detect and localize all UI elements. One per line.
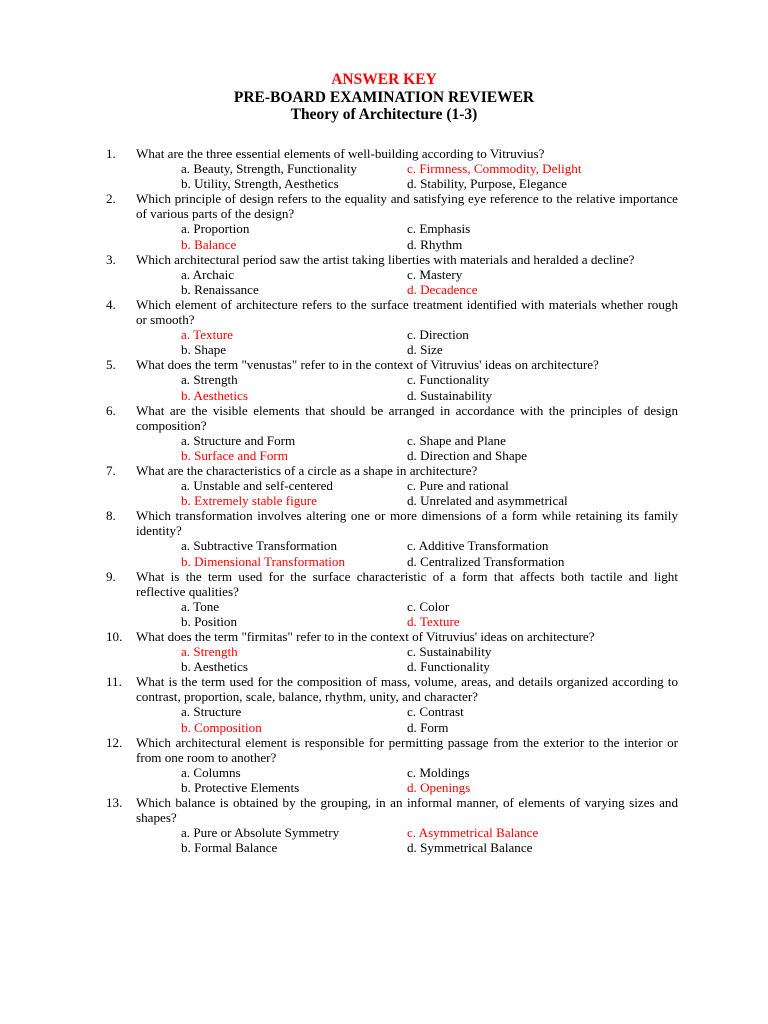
question-text: What are the characteristics of a circle as a shape in architecture? — [136, 462, 478, 478]
correct-answer-option: c. Asymmetrical Balance — [407, 825, 539, 841]
answer-option: b. Protective Elements — [181, 779, 300, 795]
question-item — [0, 403, 768, 433]
answer-option: a. Subtractive Transformation — [181, 538, 338, 554]
question-number: 10. — [106, 629, 123, 644]
correct-answer-option: b. Composition — [181, 719, 262, 735]
option-row — [0, 327, 768, 342]
question-item — [0, 357, 768, 372]
question-text: Which principle of design refers to the equality and satisfying eye reference to the relative importance of various parts of the design? — [136, 191, 678, 222]
answer-option: a. Unstable and self-centered — [181, 478, 333, 494]
correct-answer-option: b. Aesthetics — [181, 387, 248, 403]
correct-answer-option: d. Openings — [407, 779, 471, 795]
question-text: What are the three essential elements of well-building according to Vitruvius? — [136, 146, 545, 161]
document-subtitle: Theory of Architecture (1-3) — [290, 106, 478, 123]
answer-option: c. Color — [407, 598, 450, 614]
answer-option: c. Mastery — [407, 266, 463, 282]
answer-option: a. Columns — [181, 764, 241, 780]
question-number: 4. — [106, 296, 116, 312]
option-row — [0, 237, 768, 252]
answer-option: d. Functionality — [407, 659, 490, 675]
answer-option: c. Shape and Plane — [407, 432, 506, 448]
correct-answer-option: a. Texture — [181, 327, 233, 343]
correct-answer-option: d. Decadence — [407, 281, 478, 297]
option-row — [0, 840, 768, 855]
answer-option: c. Pure and rational — [407, 478, 509, 494]
answer-option: c. Emphasis — [407, 221, 471, 237]
answer-option: d. Sustainability — [407, 387, 493, 403]
question-number: 5. — [106, 357, 116, 373]
question-item — [0, 569, 768, 599]
answer-option: b. Position — [181, 613, 238, 629]
answer-option: c. Additive Transformation — [407, 538, 549, 554]
answer-option: b. Formal Balance — [181, 840, 278, 856]
question-item — [0, 674, 768, 704]
answer-option: d. Direction and Shape — [407, 447, 527, 463]
option-row — [0, 478, 768, 493]
answer-key-heading: ANSWER KEY — [331, 71, 437, 88]
question-number: 2. — [106, 191, 116, 207]
question-item — [0, 146, 768, 161]
answer-option: b. Shape — [181, 342, 227, 358]
answer-option: c. Contrast — [407, 704, 464, 720]
option-row — [0, 372, 768, 387]
correct-answer-option: b. Extremely stable figure — [181, 493, 317, 509]
question-text: What does the term "venustas" refer to in the context of Vitruvius' ideas on architecture? — [136, 357, 599, 373]
option-row — [0, 267, 768, 282]
question-list — [0, 146, 768, 855]
option-row — [0, 538, 768, 553]
option-row — [0, 342, 768, 357]
answer-option: c. Moldings — [407, 764, 470, 780]
option-row — [0, 704, 768, 719]
question-item — [0, 191, 768, 221]
correct-answer-option: d. Texture — [407, 613, 460, 629]
correct-answer-option: a. Strength — [181, 644, 238, 660]
correct-answer-option: b. Balance — [181, 236, 237, 252]
question-text: Which element of architecture refers to the surface treatment identified with materials whether rough or smooth? — [136, 296, 678, 328]
question-text: What is the term used for the surface characteristic of a form that affects both tactile and light reflective qualities? — [136, 568, 678, 599]
option-row — [0, 720, 768, 735]
option-row — [0, 433, 768, 448]
answer-option: a. Proportion — [181, 221, 250, 237]
option-row — [0, 388, 768, 403]
question-text: What are the visible elements that should be arranged in accordance with the principles of design composition? — [136, 402, 678, 433]
option-row — [0, 448, 768, 463]
answer-option: d. Stability, Purpose, Elegance — [407, 176, 567, 192]
option-row — [0, 644, 768, 659]
question-number: 13. — [106, 795, 123, 811]
option-row — [0, 780, 768, 795]
question-item — [0, 629, 768, 644]
option-row — [0, 282, 768, 297]
question-number: 1. — [106, 146, 116, 161]
answer-option: a. Beauty, Strength, Functionality — [181, 161, 357, 177]
correct-answer-option: b. Dimensional Transformation — [181, 553, 346, 569]
correct-answer-option: c. Firmness, Commodity, Delight — [407, 161, 582, 177]
question-text: What is the term used for the composition of mass, volume, areas, and details organized according to contrast, proportion, scale, balance, rhythm, unity, and character? — [136, 674, 678, 705]
answer-option: a. Strength — [181, 372, 238, 388]
question-text: What does the term "firmitas" refer to in the context of Vitruvius' ideas on architecture? — [136, 629, 595, 644]
question-number: 6. — [106, 402, 116, 418]
answer-option: d. Rhythm — [407, 236, 463, 252]
option-row — [0, 599, 768, 614]
option-row — [0, 176, 768, 191]
option-row — [0, 659, 768, 674]
answer-option: b. Renaissance — [181, 281, 259, 297]
answer-option: a. Structure — [181, 704, 242, 720]
document-header — [0, 72, 768, 123]
answer-option: b. Utility, Strength, Aesthetics — [181, 176, 339, 192]
option-row — [0, 554, 768, 569]
question-item — [0, 508, 768, 538]
question-number: 12. — [106, 734, 123, 750]
question-item — [0, 795, 768, 825]
answer-option: c. Direction — [407, 327, 469, 343]
answer-option: c. Sustainability — [407, 644, 492, 660]
question-item — [0, 252, 768, 267]
correct-answer-option: b. Surface and Form — [181, 447, 288, 463]
answer-option: b. Aesthetics — [181, 659, 248, 675]
question-number: 7. — [106, 462, 116, 478]
option-row — [0, 493, 768, 508]
answer-option: a. Archaic — [181, 266, 235, 282]
question-number: 9. — [106, 568, 116, 584]
question-number: 11. — [106, 674, 122, 690]
question-item — [0, 463, 768, 478]
question-item — [0, 735, 768, 765]
option-row — [0, 614, 768, 629]
answer-option: a. Pure or Absolute Symmetry — [181, 825, 340, 841]
option-row — [0, 221, 768, 236]
answer-option: d. Unrelated and asymmetrical — [407, 493, 568, 509]
answer-option: d. Size — [407, 342, 443, 358]
question-text: Which architectural period saw the artist taking liberties with materials and heralded a decline? — [136, 251, 635, 267]
question-number: 8. — [106, 508, 116, 524]
answer-option: d. Centralized Transformation — [407, 553, 565, 569]
option-row — [0, 161, 768, 176]
answer-option: a. Structure and Form — [181, 432, 296, 448]
question-text: Which transformation involves altering one or more dimensions of a form while retaining its family identity? — [136, 508, 678, 539]
option-row — [0, 765, 768, 780]
answer-option: d. Form — [407, 719, 449, 735]
question-item — [0, 297, 768, 327]
question-text: Which balance is obtained by the grouping, in an informal manner, of elements of varying sizes and shapes? — [136, 795, 678, 826]
option-row — [0, 825, 768, 840]
question-number: 3. — [106, 251, 116, 267]
answer-option: c. Functionality — [407, 372, 490, 388]
question-text: Which architectural element is responsible for permitting passage from the exterior to the interior or from one room to another? — [136, 734, 678, 765]
document-title: PRE-BOARD EXAMINATION REVIEWER — [233, 89, 535, 106]
answer-option: d. Symmetrical Balance — [407, 840, 533, 856]
answer-option: a. Tone — [181, 598, 220, 614]
